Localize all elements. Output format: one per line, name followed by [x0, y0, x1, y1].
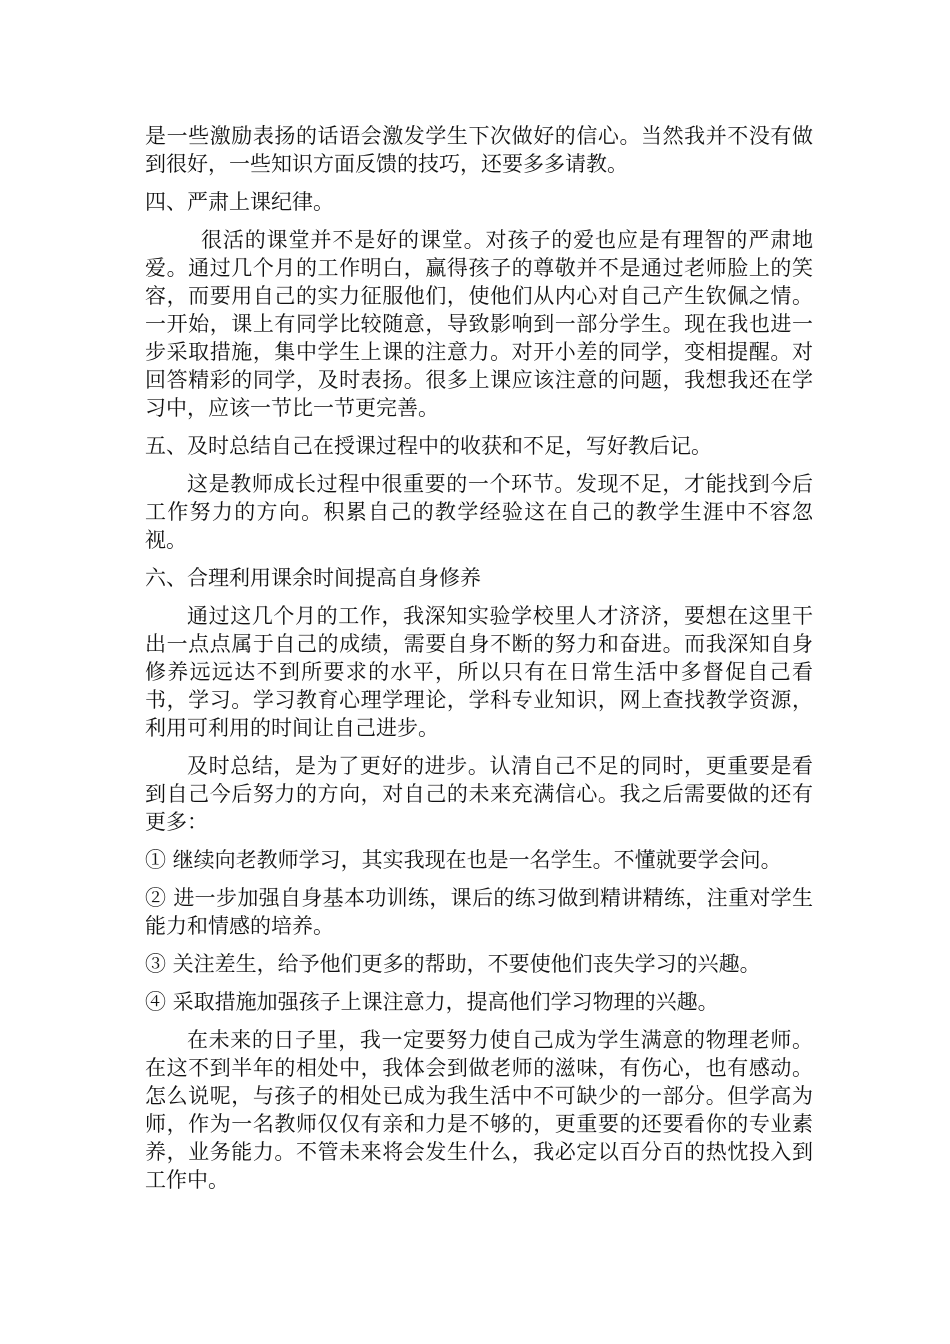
paragraph-encouragement: 是一些激励表扬的话语会激发学生下次做好的信心。当然我并不没有做到很好，一些知识方面反馈的技巧，还要多多请教。: [145, 124, 813, 176]
list-item-4: ④ 采取措施加强孩子上课注意力，提高他们学习物理的兴趣。: [145, 990, 719, 1014]
paragraph-conclusion: 在未来的日子里，我一定要努力使自己成为学生满意的物理老师。在这不到半年的相处中，我体会到做老师的滋味，有伤心，也有感动。怎么说呢，与孩子的相处已成为我生活中不可缺少的一部分。但学高为师，作为一名教师仅仅有亲和力是不够的，更重要的还要看你的专业素养，业务能力。不管未来将会发生什么，我必定以百分百的热忱投入到工作中。: [145, 1028, 813, 1192]
heading-section-4: 四、严肃上课纪律。: [145, 190, 334, 214]
paragraph-reflection: 这是教师成长过程中很重要的一个环节。发现不足，才能找到今后工作努力的方向。积累自己的教学经验这在自己的教学生涯中不容忽视。: [145, 472, 813, 552]
document-body: [145, 122, 813, 1204]
paragraph-self-improvement: 通过这几个月的工作，我深知实验学校里人才济济，要想在这里干出一点点属于自己的成绩，需要自身不断的努力和奋进。而我深知自身修养远远达不到所要求的水平，所以只有在日常生活中多督促自己看书，学习。学习教育心理学理论，学科专业知识，网上查找教学资源，利用可利用的时间让自己进步。: [145, 604, 813, 740]
list-item-1: ① 继续向老教师学习，其实我现在也是一名学生。不懂就要学会问。: [145, 848, 782, 872]
paragraph-discipline: 很活的课堂并不是好的课堂。对孩子的爱也应是有理智的严肃地爱。通过几个月的工作明白，赢得孩子的尊敬并不是通过老师脸上的笑容，而要用自己的实力征服他们，使他们从内心对自己产生钦佩之情。一开始，课上有同学比较随意，导致影响到一部分学生。现在我也进一步采取措施，集中学生上课的注意力。对开小差的同学，变相提醒。对回答精彩的同学，及时表扬。很多上课应该注意的问题，我想我还在学习中，应该一节比一节更完善。: [145, 228, 813, 420]
list-item-2: ② 进一步加强自身基本功训练，课后的练习做到精讲精练，注重对学生能力和情感的培养。: [145, 886, 813, 938]
heading-section-5: 五、及时总结自己在授课过程中的收获和不足，写好教后记。: [145, 434, 712, 458]
paragraph-summary: 及时总结，是为了更好的进步。认清自己不足的同时，更重要是看到自己今后努力的方向，对自己的未来充满信心。我之后需要做的还有更多：: [145, 754, 813, 834]
heading-section-6: 六、合理利用课余时间提高自身修养: [145, 566, 481, 590]
list-item-3: ③ 关注差生，给予他们更多的帮助，不要使他们丧失学习的兴趣。: [145, 952, 761, 976]
